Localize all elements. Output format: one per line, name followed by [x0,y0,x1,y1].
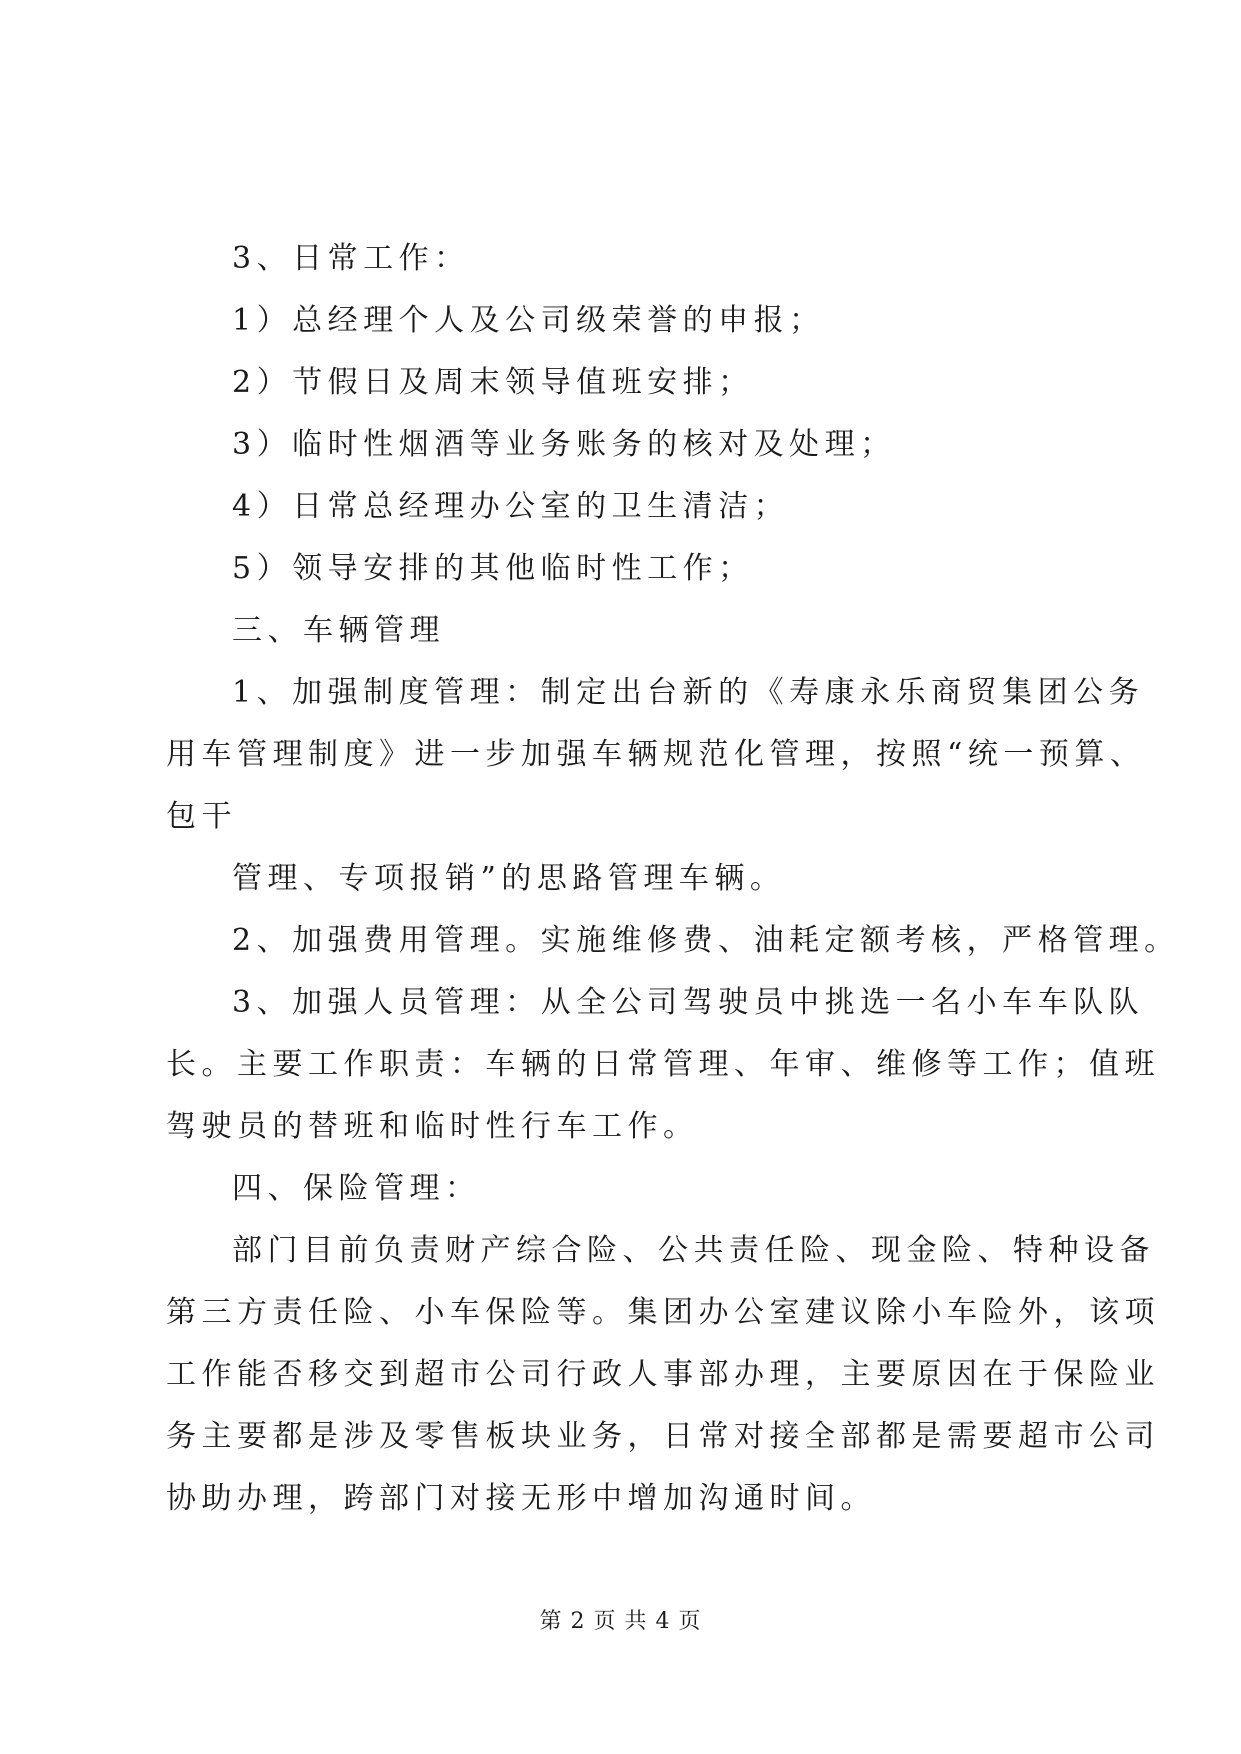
list-item: 2）节假日及周末领导值班安排； [232,365,754,400]
paragraph-line: 2、加强费用管理。实施维修费、油耗定额考核，严格管理。 [232,923,1180,958]
paragraph-line: 包干 [166,799,237,834]
paragraph-line: 3、加强人员管理：从全公司驾驶员中挑选一名小车车队队 [232,985,1145,1020]
body-text [166,228,1180,1530]
page-footer: 第 2 页 共 4 页 [539,1609,702,1634]
list-item: 1）总经理个人及公司级荣誉的申报； [232,303,825,338]
paragraph-line: 部门目前负责财产综合险、公共责任险、现金险、特种设备 [232,1233,1155,1268]
paragraph-line: 长。主要工作职责：车辆的日常管理、年审、维修等工作；值班 [166,1047,1160,1082]
paragraph-line: 工作能否移交到超市公司行政人事部办理，主要原因在于保险业 [166,1357,1160,1392]
paragraph-line: 1、加强制度管理：制定出台新的《寿康永乐商贸集团公务 [232,675,1145,710]
paragraph-line: 用车管理制度》进一步加强车辆规范化管理，按照“统一预算、 [166,737,1146,772]
section-heading-insurance-management: 四、保险管理： [232,1171,481,1206]
paragraph-line: 管理、专项报销”的思路管理车辆。 [232,861,786,896]
paragraph-line: 协助办理，跨部门对接无形中增加沟通时间。 [166,1481,876,1516]
list-item: 3）临时性烟酒等业务账务的核对及处理； [232,427,896,462]
list-item: 4）日常总经理办公室的卫生清洁； [232,489,790,524]
section-heading-daily-work: 3、日常工作： [232,241,470,276]
paragraph-line: 驾驶员的替班和临时性行车工作。 [166,1109,699,1144]
paragraph-line: 务主要都是涉及零售板块业务，日常对接全部都是需要超市公司 [166,1419,1160,1454]
list-item: 5）领导安排的其他临时性工作； [232,551,754,586]
section-heading-vehicle-management: 三、车辆管理 [232,613,445,648]
paragraph-line: 第三方责任险、小车保险等。集团办公室建议除小车险外，该项 [166,1295,1160,1330]
